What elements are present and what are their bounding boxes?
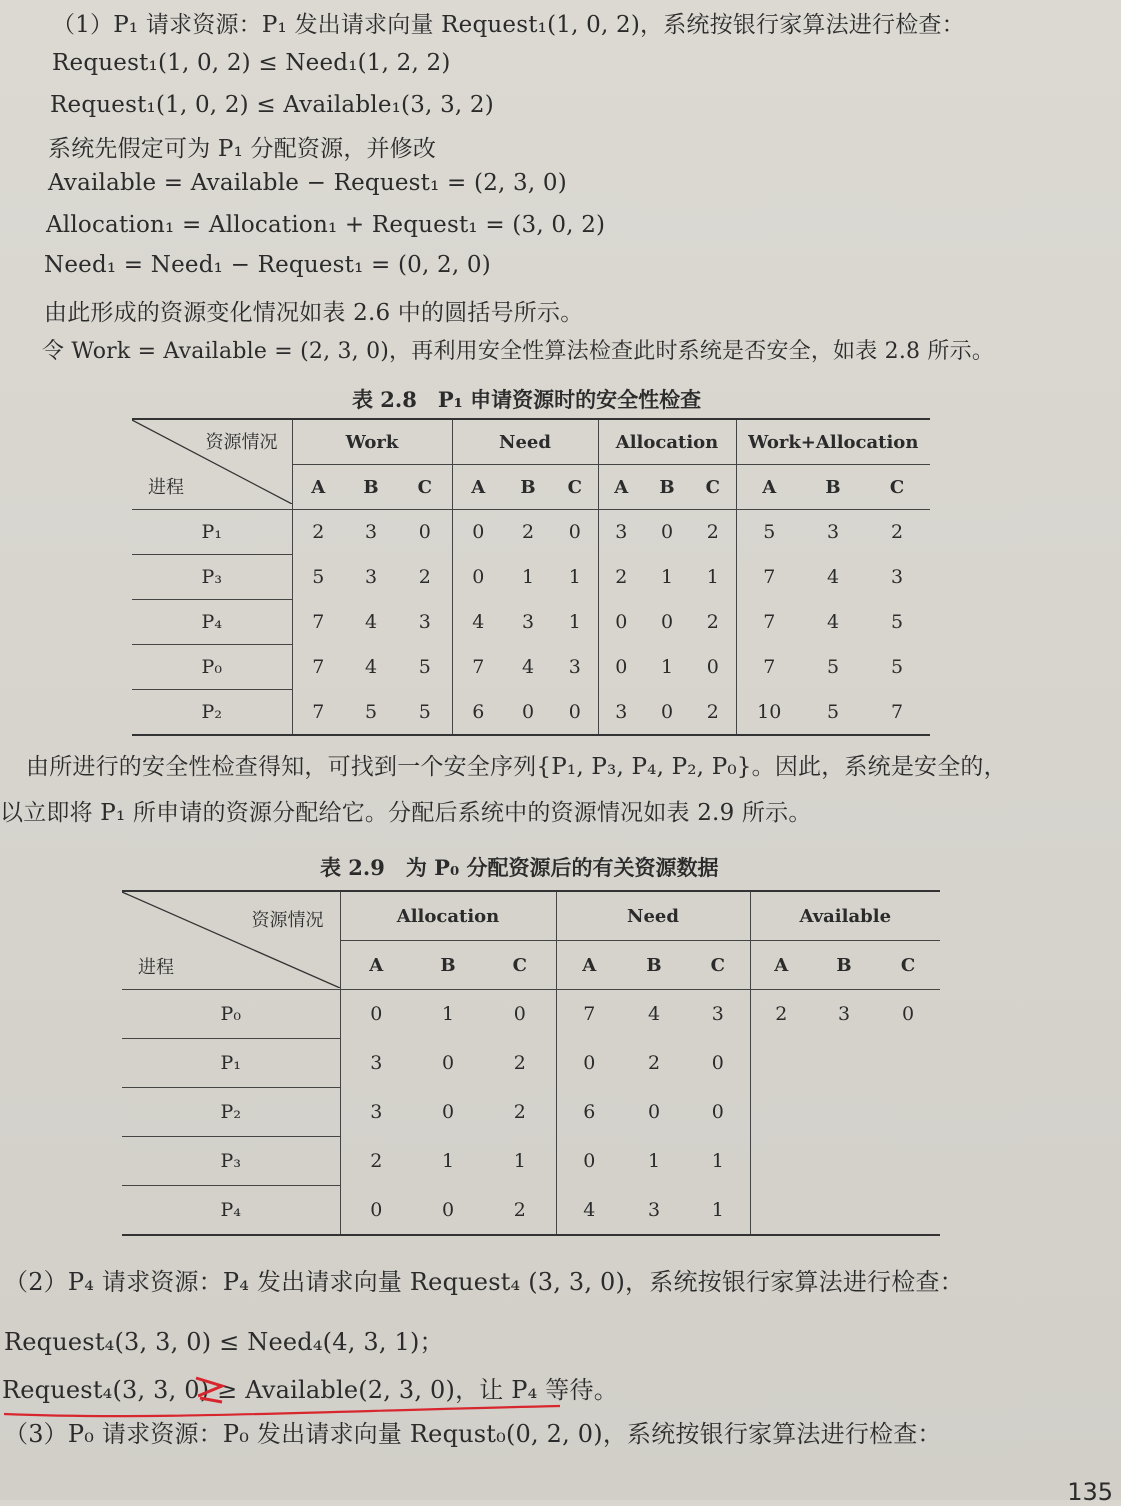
- subcol-header: A: [736, 465, 802, 510]
- value-cell: 0: [644, 690, 690, 736]
- value-cell: 3: [521, 611, 535, 633]
- value-cell: 1: [521, 566, 535, 588]
- value-cell: 1: [690, 555, 736, 600]
- corner-header: [122, 891, 340, 990]
- text-line-11: 以立即将 P₁ 所申请的资源分配给它。分配后系统中的资源情况如表 2.9 所示。: [0, 800, 812, 826]
- value-cell: 6: [452, 690, 504, 736]
- process-cell: P₂: [132, 690, 292, 736]
- corner-bottom-label: 进程: [148, 477, 184, 498]
- value-cell: 0: [552, 690, 598, 736]
- value-cell: 2: [484, 1186, 556, 1236]
- value-cell: 0: [583, 1052, 596, 1074]
- process-cell: P₀: [122, 990, 340, 1039]
- value-cell: 3: [826, 521, 840, 544]
- value-cell: 1: [484, 1137, 556, 1186]
- value-cell: 3: [398, 600, 452, 645]
- value-cell: 3: [370, 1052, 383, 1074]
- value-cell: 7: [763, 566, 776, 588]
- value-cell: 4: [364, 656, 378, 678]
- value-cell: [750, 1039, 812, 1088]
- text-line-12: （2）P₄ 请求资源：P₄ 发出请求向量 Request₄ (3, 3, 0)，系统按银行家算法进行检查：: [4, 1268, 964, 1296]
- value-cell: 1: [647, 1150, 661, 1172]
- value-cell: [876, 1137, 940, 1186]
- value-cell: 1: [686, 1137, 750, 1186]
- value-cell: 7: [864, 690, 930, 736]
- value-cell: 0: [472, 566, 485, 588]
- value-cell: 0: [686, 1039, 750, 1088]
- text-line-7: Need₁ = Need₁ − Request₁ = (0, 2, 0): [44, 252, 491, 278]
- group-header: Available: [750, 891, 940, 941]
- table-row: [132, 600, 930, 645]
- value-cell: 0: [615, 611, 628, 633]
- value-cell: 2: [370, 1150, 383, 1172]
- value-cell: 0: [441, 1101, 455, 1123]
- value-cell: 7: [312, 656, 325, 678]
- subcol-header: C: [686, 941, 750, 990]
- value-cell: 7: [583, 1003, 596, 1026]
- value-cell: 2: [484, 1039, 556, 1088]
- subcol-header: A: [598, 465, 644, 510]
- value-cell: 4: [826, 611, 840, 633]
- text-line-15: （3）P₀ 请求资源：P₀ 发出请求向量 Requst₀(0, 2, 0)，系统按银行家算法进行检查：: [4, 1420, 942, 1448]
- process-cell: P₃: [132, 555, 292, 600]
- process-cell: P₀: [132, 645, 292, 690]
- value-cell: 0: [686, 1088, 750, 1137]
- subcol-header: B: [802, 465, 864, 510]
- subcol-header: B: [344, 465, 398, 510]
- value-cell: 4: [364, 611, 378, 633]
- text-line-13: Request₄(3, 3, 0) ≤ Need₄(4, 3, 1)；: [4, 1328, 444, 1356]
- value-cell: 0: [660, 611, 674, 633]
- corner-bottom-label: 进程: [138, 957, 174, 978]
- value-cell: [750, 1186, 812, 1236]
- group-header: Allocation: [340, 891, 556, 941]
- value-cell: 3: [686, 990, 750, 1039]
- value-cell: 0: [340, 1186, 412, 1236]
- group-header: Allocation: [598, 419, 736, 465]
- process-cell: P₂: [122, 1088, 340, 1137]
- value-cell: 5: [398, 645, 452, 690]
- value-cell: 1: [552, 600, 598, 645]
- value-cell: 7: [763, 656, 776, 678]
- value-cell: 2: [398, 555, 452, 600]
- text-line-2: Request₁(1, 0, 2) ≤ Need₁(1, 2, 2): [52, 50, 451, 76]
- value-cell: 7: [472, 656, 485, 678]
- subcol-header: B: [812, 941, 876, 990]
- value-cell: 2: [521, 521, 535, 544]
- table-row: [132, 555, 930, 600]
- corner-header: [132, 419, 292, 510]
- value-cell: 0: [472, 521, 485, 544]
- corner-top-label: 资源情况: [251, 910, 324, 931]
- group-header: Work: [292, 419, 452, 465]
- value-cell: [750, 1088, 812, 1137]
- group-header: Need: [556, 891, 750, 941]
- value-cell: 0: [660, 521, 674, 544]
- value-cell: 5: [802, 690, 864, 736]
- value-cell: 5: [826, 656, 840, 678]
- value-cell: 10: [736, 690, 802, 736]
- table-row: [122, 1088, 940, 1137]
- value-cell: 0: [690, 645, 736, 690]
- value-cell: 5: [398, 690, 452, 736]
- table-2-8: [132, 418, 930, 736]
- value-cell: 2: [615, 566, 628, 588]
- value-cell: [750, 1137, 812, 1186]
- value-cell: 6: [583, 1101, 596, 1123]
- text-line-8: 由此形成的资源变化情况如表 2.6 中的圆括号所示。: [44, 300, 584, 326]
- value-cell: 2: [647, 1052, 661, 1074]
- value-cell: 0: [441, 1052, 455, 1074]
- value-cell: 4: [521, 656, 535, 678]
- value-cell: 2: [690, 690, 736, 736]
- table-2-9: [122, 890, 940, 1236]
- table-row: [122, 990, 940, 1039]
- value-cell: 7: [763, 611, 776, 633]
- value-cell: 2: [775, 1003, 788, 1026]
- value-cell: 2: [690, 510, 736, 555]
- value-cell: 3: [615, 521, 628, 544]
- text-line-6: Allocation₁ = Allocation₁ + Request₁ = (3, 0, 2): [46, 212, 606, 238]
- table-2-8-caption: 表 2.8 P₁ 申请资源时的安全性检查: [352, 387, 702, 412]
- table-row: [122, 1039, 940, 1088]
- value-cell: 4: [647, 1003, 661, 1026]
- subcol-header: B: [504, 465, 552, 510]
- process-cell: P₄: [132, 600, 292, 645]
- process-cell: P₄: [122, 1186, 340, 1236]
- process-cell: P₁: [122, 1039, 340, 1088]
- value-cell: 3: [598, 690, 644, 736]
- value-cell: 3: [622, 1186, 686, 1236]
- value-cell: 3: [364, 566, 378, 588]
- value-cell: [876, 1088, 940, 1137]
- group-header: Need: [452, 419, 598, 465]
- value-cell: 4: [556, 1186, 622, 1236]
- text-line-5: Available = Available − Request₁ = (2, 3, 0): [48, 170, 567, 196]
- subcol-header: B: [412, 941, 484, 990]
- text-line-1: （1）P₁ 请求资源：P₁ 发出请求向量 Request₁(1, 0, 2)，系统按银行家算法进行检查：: [52, 12, 965, 38]
- value-cell: 0: [647, 1101, 661, 1123]
- process-cell: P₁: [132, 510, 292, 555]
- value-cell: 7: [312, 611, 325, 633]
- value-cell: [812, 1186, 876, 1236]
- value-cell: 3: [890, 566, 904, 588]
- subcol-header: A: [750, 941, 812, 990]
- table-row: [132, 690, 930, 736]
- text-line-9: 令 Work = Available = (2, 3, 0)，再利用安全性算法检查此时系统是否安全，如表 2.8 所示。: [42, 339, 995, 364]
- subcol-header: A: [292, 465, 344, 510]
- value-cell: 1: [441, 1150, 455, 1172]
- value-cell: 5: [890, 656, 904, 678]
- value-cell: 1: [660, 566, 674, 588]
- value-cell: 0: [552, 510, 598, 555]
- value-cell: 0: [615, 656, 628, 678]
- page-number: 135: [1067, 1478, 1113, 1506]
- value-cell: 1: [660, 656, 674, 678]
- text-line-4: 系统先假定可为 P₁ 分配资源，并修改: [48, 136, 437, 162]
- value-cell: 2: [312, 521, 325, 544]
- value-cell: 5: [763, 521, 776, 544]
- value-cell: [812, 1088, 876, 1137]
- value-cell: 1: [686, 1186, 750, 1236]
- subcol-header: C: [864, 465, 930, 510]
- subcol-header: A: [340, 941, 412, 990]
- value-cell: [812, 1039, 876, 1088]
- subcol-header: C: [484, 941, 556, 990]
- value-cell: 5: [890, 611, 904, 633]
- value-cell: 3: [370, 1101, 383, 1123]
- value-cell: 5: [312, 566, 325, 588]
- value-cell: 1: [441, 1003, 455, 1026]
- subcol-header: C: [552, 465, 598, 510]
- value-cell: 3: [552, 645, 598, 690]
- text-line-14: Request₄(3, 3, 0) ≥ Available(2, 3, 0)，让 P₄ 等待。: [2, 1376, 618, 1404]
- value-cell: 2: [690, 600, 736, 645]
- value-cell: 0: [583, 1150, 596, 1172]
- subcol-header: A: [452, 465, 504, 510]
- value-cell: 0: [370, 1003, 383, 1026]
- table-row: [122, 1186, 940, 1236]
- subcol-header: C: [876, 941, 940, 990]
- process-cell: P₃: [122, 1137, 340, 1186]
- value-cell: [812, 1137, 876, 1186]
- value-cell: [876, 1039, 940, 1088]
- text-line-10: 由所进行的安全性检查得知，可找到一个安全序列{P₁, P₃, P₄, P₂, P₀}。因此，系统是安全的，: [26, 754, 1007, 780]
- value-cell: 0: [504, 690, 552, 736]
- value-cell: 2: [484, 1088, 556, 1137]
- text-line-3: Request₁(1, 0, 2) ≤ Available₁(3, 3, 2): [50, 92, 494, 118]
- group-header: Work+Allocation: [736, 419, 930, 465]
- value-cell: 5: [344, 690, 398, 736]
- value-cell: 3: [364, 521, 378, 544]
- value-cell: 4: [472, 611, 485, 633]
- value-cell: 0: [484, 990, 556, 1039]
- value-cell: 7: [292, 690, 344, 736]
- subcol-header: B: [622, 941, 686, 990]
- subcol-header: B: [644, 465, 690, 510]
- value-cell: 1: [552, 555, 598, 600]
- value-cell: 0: [901, 1003, 915, 1026]
- table-row: [132, 510, 930, 555]
- value-cell: 0: [398, 510, 452, 555]
- value-cell: 3: [837, 1003, 851, 1026]
- table-row: [132, 645, 930, 690]
- corner-top-label: 资源情况: [205, 432, 278, 453]
- value-cell: [876, 1186, 940, 1236]
- value-cell: 0: [412, 1186, 484, 1236]
- table-row: [122, 1137, 940, 1186]
- subcol-header: C: [398, 465, 452, 510]
- value-cell: 2: [890, 521, 904, 544]
- subcol-header: A: [556, 941, 622, 990]
- table-2-9-caption: 表 2.9 为 P₀ 分配资源后的有关资源数据: [320, 855, 719, 880]
- value-cell: 4: [826, 566, 840, 588]
- subcol-header: C: [690, 465, 736, 510]
